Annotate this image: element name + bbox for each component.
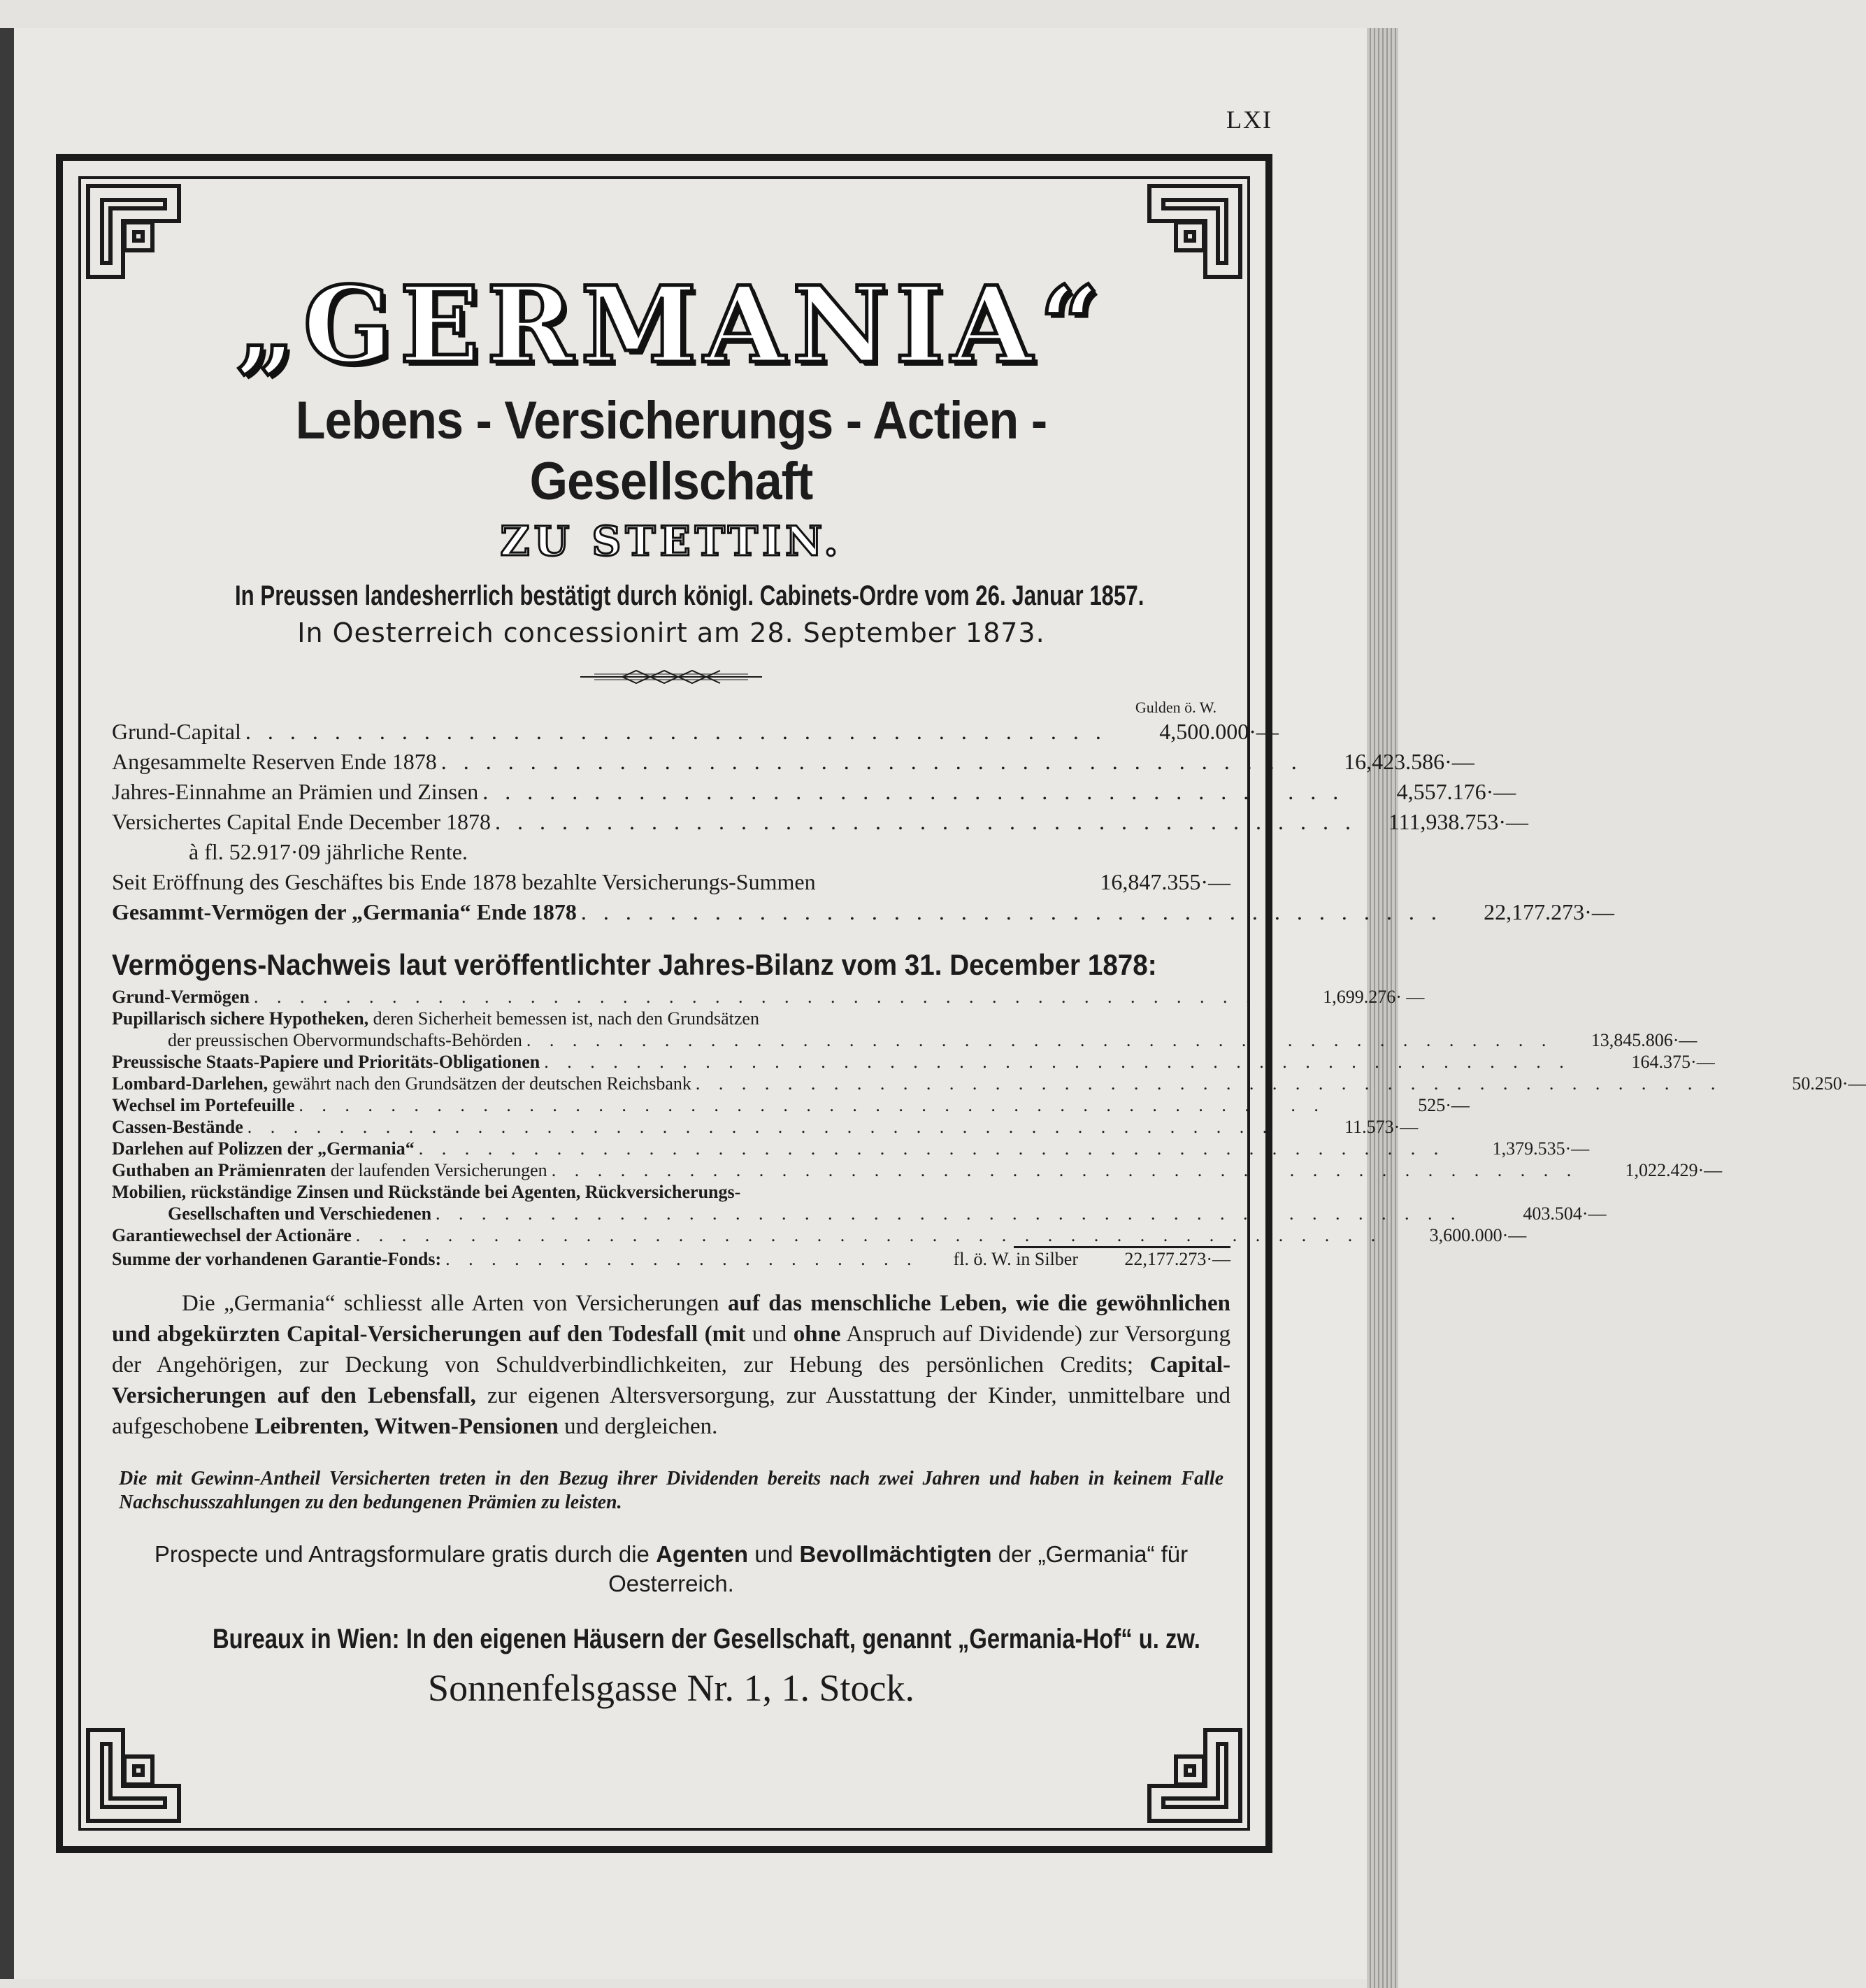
sum-value: 22,177.273·— [1124, 1249, 1230, 1269]
row-label: Versichertes Capital Ende December 1878 [112, 809, 491, 834]
summary-row: Versichertes Capital Ende December 1878 . . . . . . . . . . . . . . . . . . . . . . . . . . . . . . . . . . . . . . . 111,938.753·— [112, 807, 1230, 837]
balance-row: Garantiewechsel der Actionäre . . . . . . . . . . . . . . . . . . . . . . . . . . . . . . . . . . . . . . . . . . . . . 3,600.000·— [112, 1225, 1527, 1245]
balance-row: Darlehen auf Polizzen der „Germania“ . . . . . . . . . . . . . . . . . . . . . . . . . . . . . . . . . . . . . . . . . . . . . 1,379.535·— [112, 1138, 1590, 1159]
balance-row: der preussischen Obervormundschafts-Behörden . . . . . . . . . . . . . . . . . . . . . . . . . . . . . . . . . . . . . . . . . . . . . 13,845.806·— [168, 1030, 1698, 1050]
row-value: 16,847.355·— [1100, 869, 1230, 894]
summary-table [112, 717, 1614, 927]
balance-row: Lombard-Darlehen, gewährt nach den Grundsätzen der deutschen Reichsbank . . . . . . . . . . . . . . . . . . . . . . . . . . . . . . . . . . . . . . . . . . . . . 50.250·— [112, 1073, 1866, 1094]
row-value: 403.504·— [1523, 1203, 1607, 1224]
balance-row: Mobilien, rückständige Zinsen und Rückstände bei Agenten, Rückversicherungs- [112, 1182, 741, 1202]
row-value: 3,600.000·— [1429, 1225, 1527, 1245]
row-value: 50.250·— [1792, 1073, 1866, 1094]
summary-row: Grund-Capital . . . . . . . . . . . . . . . . . . . . . . . . . . . . . . . . . . . . . . . 4,500.000·— [112, 717, 1230, 747]
greek-key-corner-ornament [1142, 1723, 1247, 1828]
austria-concession: In Oesterreich concessionirt am 28. September 1873. [297, 617, 1045, 648]
balance-table [112, 986, 1866, 1270]
balance-heading: Vermögens-Nachweis laut veröffentlichter Jahres-Bilanz vom 31. December 1878: [112, 948, 1157, 981]
row-label: Gesammt-Vermögen der „Germania“ Ende 1878 [112, 899, 577, 924]
balance-row: Gesellschaften und Verschiedenen . . . . . . . . . . . . . . . . . . . . . . . . . . . . . . . . . . . . . . . . . . . . . 403.504·— [168, 1203, 1607, 1224]
company-title: „GERMANIA“ [236, 264, 1107, 387]
company-subtitle: Lebens - Versicherungs - Actien - Gesellschaft [295, 391, 1047, 511]
prussia-confirmation: In Preussen landesherrlich bestätigt durch königl. Cabinets-Ordre vom 26. Januar 1857. [235, 580, 1144, 611]
balance-row: Cassen-Bestände . . . . . . . . . . . . . . . . . . . . . . . . . . . . . . . . . . . . . . . . . . . . . 11.573·— [112, 1117, 1419, 1137]
balance-row: Pupillarisch sichere Hypotheken, deren Sicherheit bemessen ist, nach den Grundsätzen [112, 1008, 759, 1029]
row-label: Jahres-Einnahme an Prämien und Zinsen [112, 779, 479, 804]
row-label: Seit Eröffnung des Geschäftes bis Ende 1878 bezahlte Versicherungs-Summen [112, 869, 816, 894]
row-label: Angesammelte Reserven Ende 1878 [112, 749, 437, 774]
page-number: LXI [1226, 106, 1272, 134]
summary-row: Jahres-Einnahme an Prämien und Zinsen . . . . . . . . . . . . . . . . . . . . . . . . . . . . . . . . . . . . . . . 4,557.176·— [112, 777, 1230, 807]
sum-label: Summe der vorhandenen Garantie-Fonds: [112, 1249, 442, 1269]
balance-row: Wechsel im Portefeuille . . . . . . . . . . . . . . . . . . . . . . . . . . . . . . . . . . . . . . . . . . . . . 525·— [112, 1095, 1470, 1115]
advertisement-frame [56, 154, 1866, 1853]
row-label: à fl. 52.917·09 jährliche Rente. [189, 839, 468, 864]
office-address: Sonnenfelsgasse Nr. 1, 1. Stock. [428, 1667, 914, 1709]
summary-row [112, 867, 1230, 897]
row-value: 1,699.276· — [1323, 987, 1425, 1007]
balance-sum-row: Summe der vorhandenen Garantie-Fonds: . . . . . . . . . . . . . . . . . . . . . fl. ö. W. in Silber 22,177.273·— [112, 1249, 1230, 1269]
row-label: Grund-Capital [112, 719, 241, 744]
currency-label: Gulden ö. W. [1135, 699, 1217, 716]
company-city: ZU STETTIN. [500, 517, 842, 565]
row-value: 16,423.586·— [1344, 749, 1474, 774]
row-value: 525·— [1418, 1095, 1470, 1115]
row-value: 1,379.535·— [1492, 1138, 1590, 1159]
balance-row: Preussische Staats-Papiere und Prioritäts-Obligationen . . . . . . . . . . . . . . . . . . . . . . . . . . . . . . . . . . . . . . . . . . . . . 164.375·— [112, 1052, 1715, 1072]
row-value: 164.375·— [1631, 1052, 1715, 1072]
dividend-note: Die mit Gewinn-Antheil Versicherten treten in den Bezug ihrer Dividenden bereits nach zwei Jahren und haben in keinem Falle Nachschusszahlungen zu den bedungenen Prämien zu leisten. [119, 1468, 1223, 1513]
advertisement-content [112, 231, 1866, 1710]
prospectus-note: Prospecte und Antragsformulare gratis durch die Agenten und Bevollmächtigten der „Germania“ für Oesterreich. [154, 1541, 1189, 1596]
summary-row: Angesammelte Reserven Ende 1878 . . . . . . . . . . . . . . . . . . . . . . . . . . . . . . . . . . . . . . . 16,423.586·— [112, 747, 1230, 777]
page-stack-edge [1367, 28, 1398, 1988]
balance-row: Guthaben an Prämienraten der laufenden Versicherungen . . . . . . . . . . . . . . . . . . . . . . . . . . . . . . . . . . . . . . . . . . . . . 1,022.429·— [112, 1160, 1723, 1180]
divider-ornament [580, 668, 762, 686]
row-value: 22,177.273·— [1484, 899, 1614, 924]
row-value: 13,845.806·— [1591, 1030, 1698, 1050]
row-value: 1,022.429·— [1625, 1160, 1723, 1180]
greek-key-corner-ornament [81, 1723, 186, 1828]
row-value: 4,557.176·— [1396, 779, 1516, 804]
insurance-description: Die „Germania“ schliesst alle Arten von Versicherungen auf das menschliche Leben, wie die gewöhnlichen und abgekürzten Capital-Versicherungen auf den Todesfall (mit und ohne Anspruch auf Dividende) zur Versorgung der Angehörigen, zur Deckung von Schuldverbindlichkeiten, zur Hebung des persönlichen Credits; Capital-Versicherungen auf den Lebensfall, zur eigenen Altersversorgung, zur Ausstattung der Kinder, unmittelbare und aufgeschobene Leibrenten, Witwen-Pensionen und dergleichen. [112, 1291, 1231, 1439]
balance-row: Grund-Vermögen . . . . . . . . . . . . . . . . . . . . . . . . . . . . . . . . . . . . . . . . . . . . . 1,699.276· — [112, 987, 1425, 1007]
summary-row: Gesammt-Vermögen der „Germania“ Ende 1878 . . . . . . . . . . . . . . . . . . . . . . . . . . . . . . . . . . . . . . . 22,177.273·— [112, 897, 1230, 927]
sum-unit: fl. ö. W. in Silber [953, 1249, 1078, 1269]
row-value: 11.573·— [1344, 1117, 1419, 1137]
summary-row [112, 837, 1230, 867]
row-value: 4,500.000·— [1159, 719, 1279, 744]
vienna-bureaux: Bureaux in Wien: In den eigenen Häusern der Gesellschaft, genannt „Germania-Hof“ u. zw. [213, 1624, 1200, 1654]
row-value: 111,938.753·— [1388, 809, 1529, 834]
